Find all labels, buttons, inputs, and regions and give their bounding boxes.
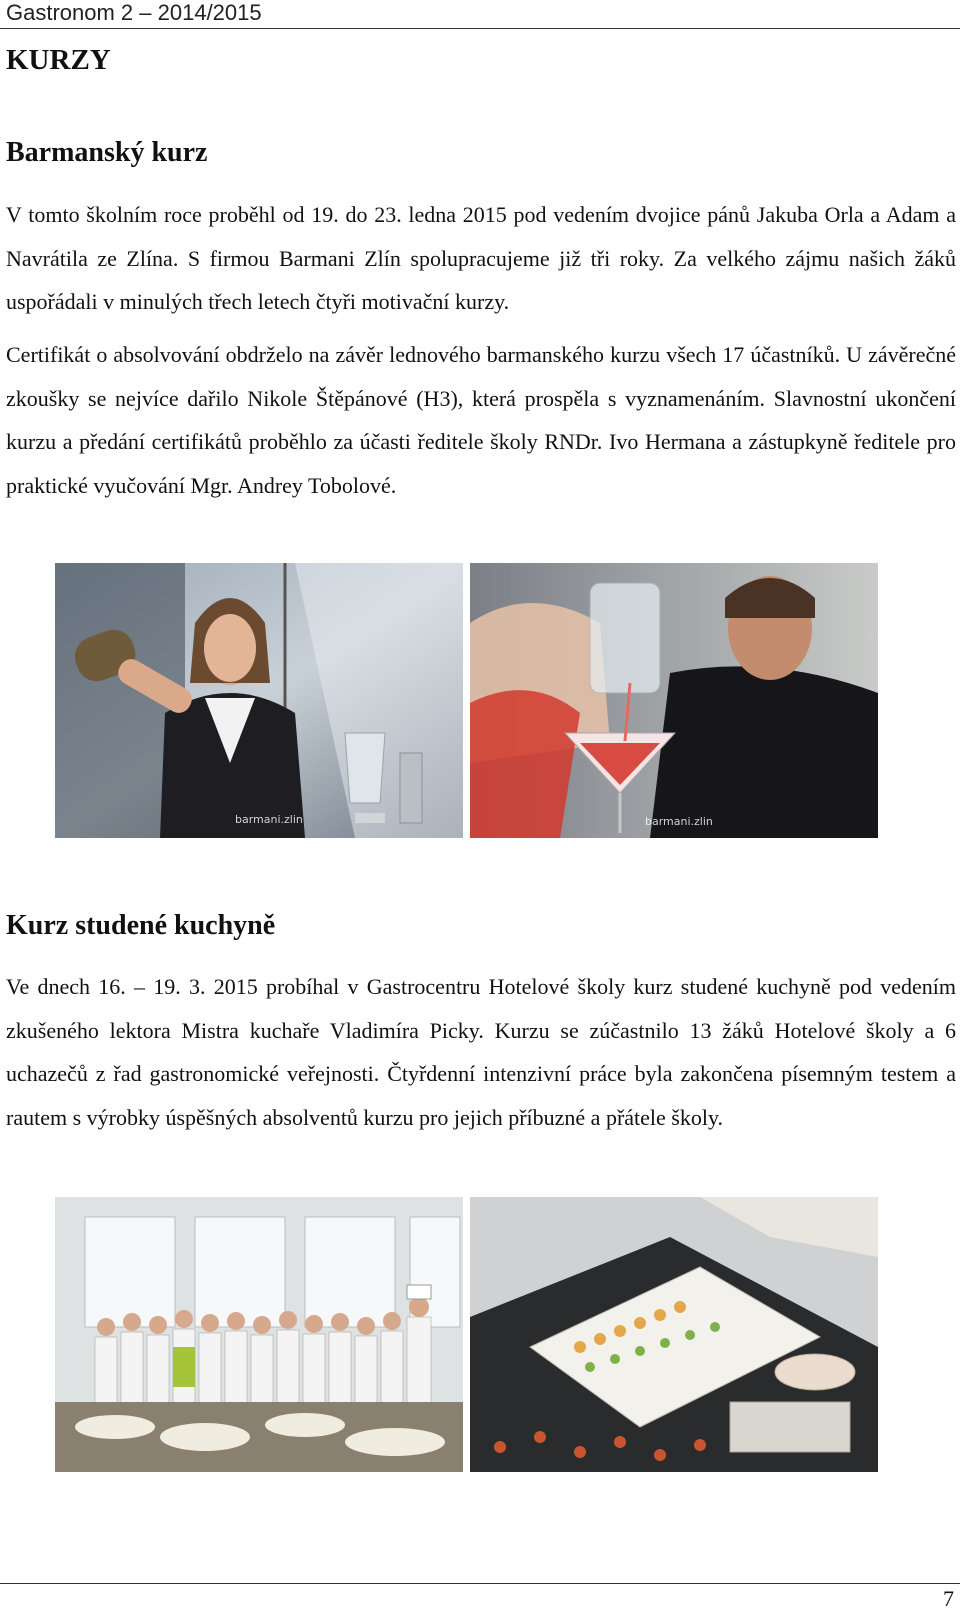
photo-male-bartender <box>470 563 878 838</box>
section-title: KURZY <box>6 44 111 76</box>
photo-watermark: barmani.zlin <box>645 815 713 828</box>
photo-female-bartender <box>55 563 463 838</box>
bar-course-paragraph-2: Certifikát o absolvování obdrželo na závěr lednového barmanského kurzu všech 17 účastníků. U závěrečné zkoušky se nejvíce dařilo Nikole Štěpánové (H3), která prospěla s vyznamenáním. Slavnostní ukončení kurzu a předání certifikátů proběhlo za účasti ředitele školy RNDr. Ivo Hermana a zástupkyně ředitele pro praktické vyučování Mgr. Andrey Tobolové. <box>6 342 956 498</box>
footer-rule <box>0 1583 960 1584</box>
photo-cold-buffet <box>470 1197 878 1472</box>
running-header <box>0 0 960 29</box>
header-title: Gastronom 2 – 2014/2015 <box>6 0 262 25</box>
page-number: 7 <box>943 1586 954 1611</box>
bar-course-paragraph-1: V tomto školním roce proběhl od 19. do 23. ledna 2015 pod vedením dvojice pánů Jakuba Orla a Adam a Navrátila ze Zlína. S firmou Barmani Zlín spolupracujeme již tři roky. Za velkého zájmu našich žáků uspořádali v minulých třech letech čtyři motivační kurzy. <box>6 202 956 314</box>
bar-course-heading: Barmanský kurz <box>6 137 208 168</box>
photo-course-group <box>55 1197 463 1472</box>
cold-kitchen-paragraph: Ve dnech 16. – 19. 3. 2015 probíhal v Gastrocentru Hotelové školy kurz studené kuchyně pod vedením zkušeného lektora Mistra kuchaře Vladimíra Picky. Kurzu se zúčastnilo 13 žáků Hotelové školy a 6 uchazečů z řad gastronomické veřejnosti. Čtyřdenní intenzivní práce byla zakončena písemným testem a rautem s výrobky úspěšných absolventů kurzu pro jejich příbuzné a přátele školy. <box>6 974 956 1130</box>
photo-watermark: barmani.zlin <box>235 813 303 826</box>
cold-kitchen-heading: Kurz studené kuchyně <box>6 910 276 941</box>
